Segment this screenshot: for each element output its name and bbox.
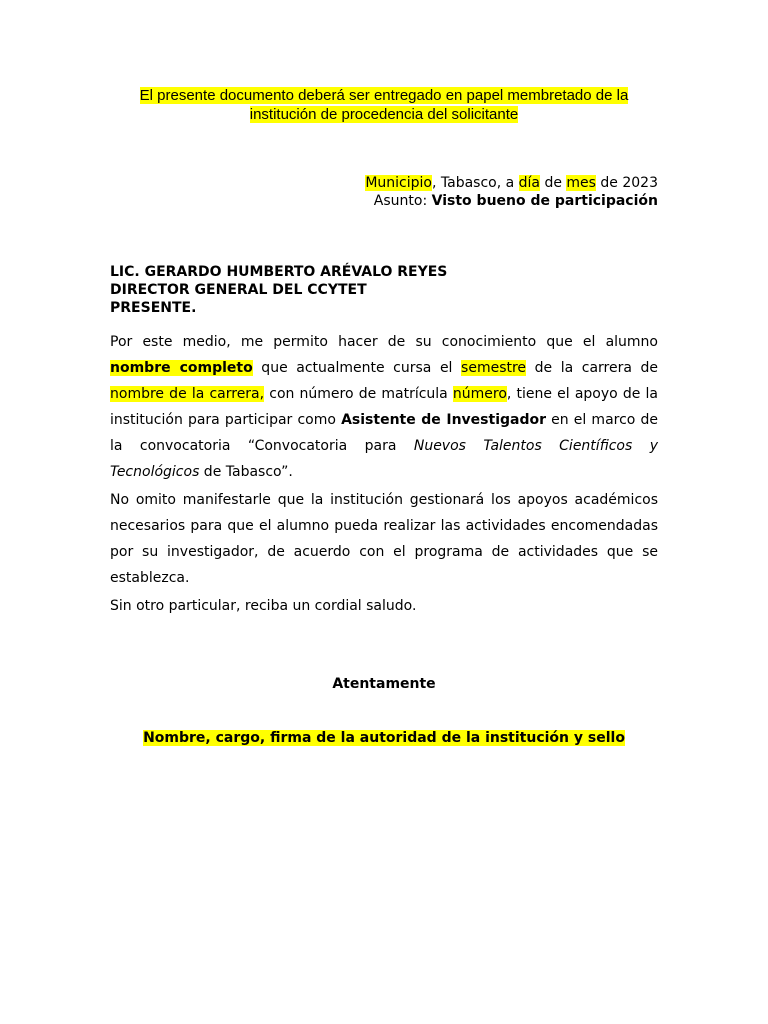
body-paragraph-1 [110,329,658,485]
addressee-name: LIC. GERARDO HUMBERTO ARÉVALO REYES [110,264,448,280]
date-text-2: de [540,175,567,191]
signature-placeholder: Nombre, cargo, firma de la autoridad de la institución y sello [143,730,625,746]
addressee-block [110,263,447,317]
addressee-title: DIRECTOR GENERAL DEL CCYTET [110,282,367,298]
body-paragraph-3: Sin otro particular, reciba un cordial saludo. [110,598,417,614]
instruction-note [110,86,658,124]
subject-line [110,192,658,210]
dia-placeholder: día [518,175,541,191]
p1-text-7: de Tabasco”. [199,464,293,480]
rol-text: Asistente de Investigador [341,412,547,428]
date-line [110,174,658,192]
p1-text-6: en el marco de la convocatoria “Convocatoria para [110,412,659,454]
body-paragraph-2: No omito manifestarle que la institución gestionará los apoyos académicos necesarios para que el alumno pueda realizar las actividades encomendadas por su investigador, de acuerdo con el programa de actividades que se establezca. [110,492,658,586]
nombre-completo-placeholder: nombre completo [110,360,253,376]
nombre-carrera-placeholder: nombre de la carrera, [110,386,265,402]
p1-text-1: Por este medio, me permito hacer de su conocimiento que el alumno [110,334,658,350]
municipio-placeholder: Municipio [365,175,432,191]
p1-text-3: de la carrera de [526,360,658,376]
numero-placeholder: número [452,386,507,402]
date-text-1: , Tabasco, a [431,175,519,191]
p1-text-2: que actualmente cursa el [252,360,462,376]
date-text-3: de 2023 [595,175,658,191]
p1-text-4: con número de matrícula [264,386,453,402]
programa-text: Nuevos Talentos Científicos y Tecnológicos [110,438,658,480]
date-and-subject-block [110,174,658,210]
closing-text: Atentamente [332,676,436,692]
subject-value: Visto bueno de participación [431,193,658,209]
instruction-note-line-1: El presente documento deberá ser entregado en papel membretado de la [139,87,629,104]
mes-placeholder: mes [566,175,596,191]
semestre-placeholder: semestre [461,360,527,376]
subject-label: Asunto: [373,193,432,209]
signature-block [110,730,658,746]
addressee-presente: PRESENTE. [110,300,197,316]
instruction-note-line-2: institución de procedencia del solicitante [249,106,519,123]
p1-text-5: , tiene el apoyo de la institución para participar como [110,386,658,428]
